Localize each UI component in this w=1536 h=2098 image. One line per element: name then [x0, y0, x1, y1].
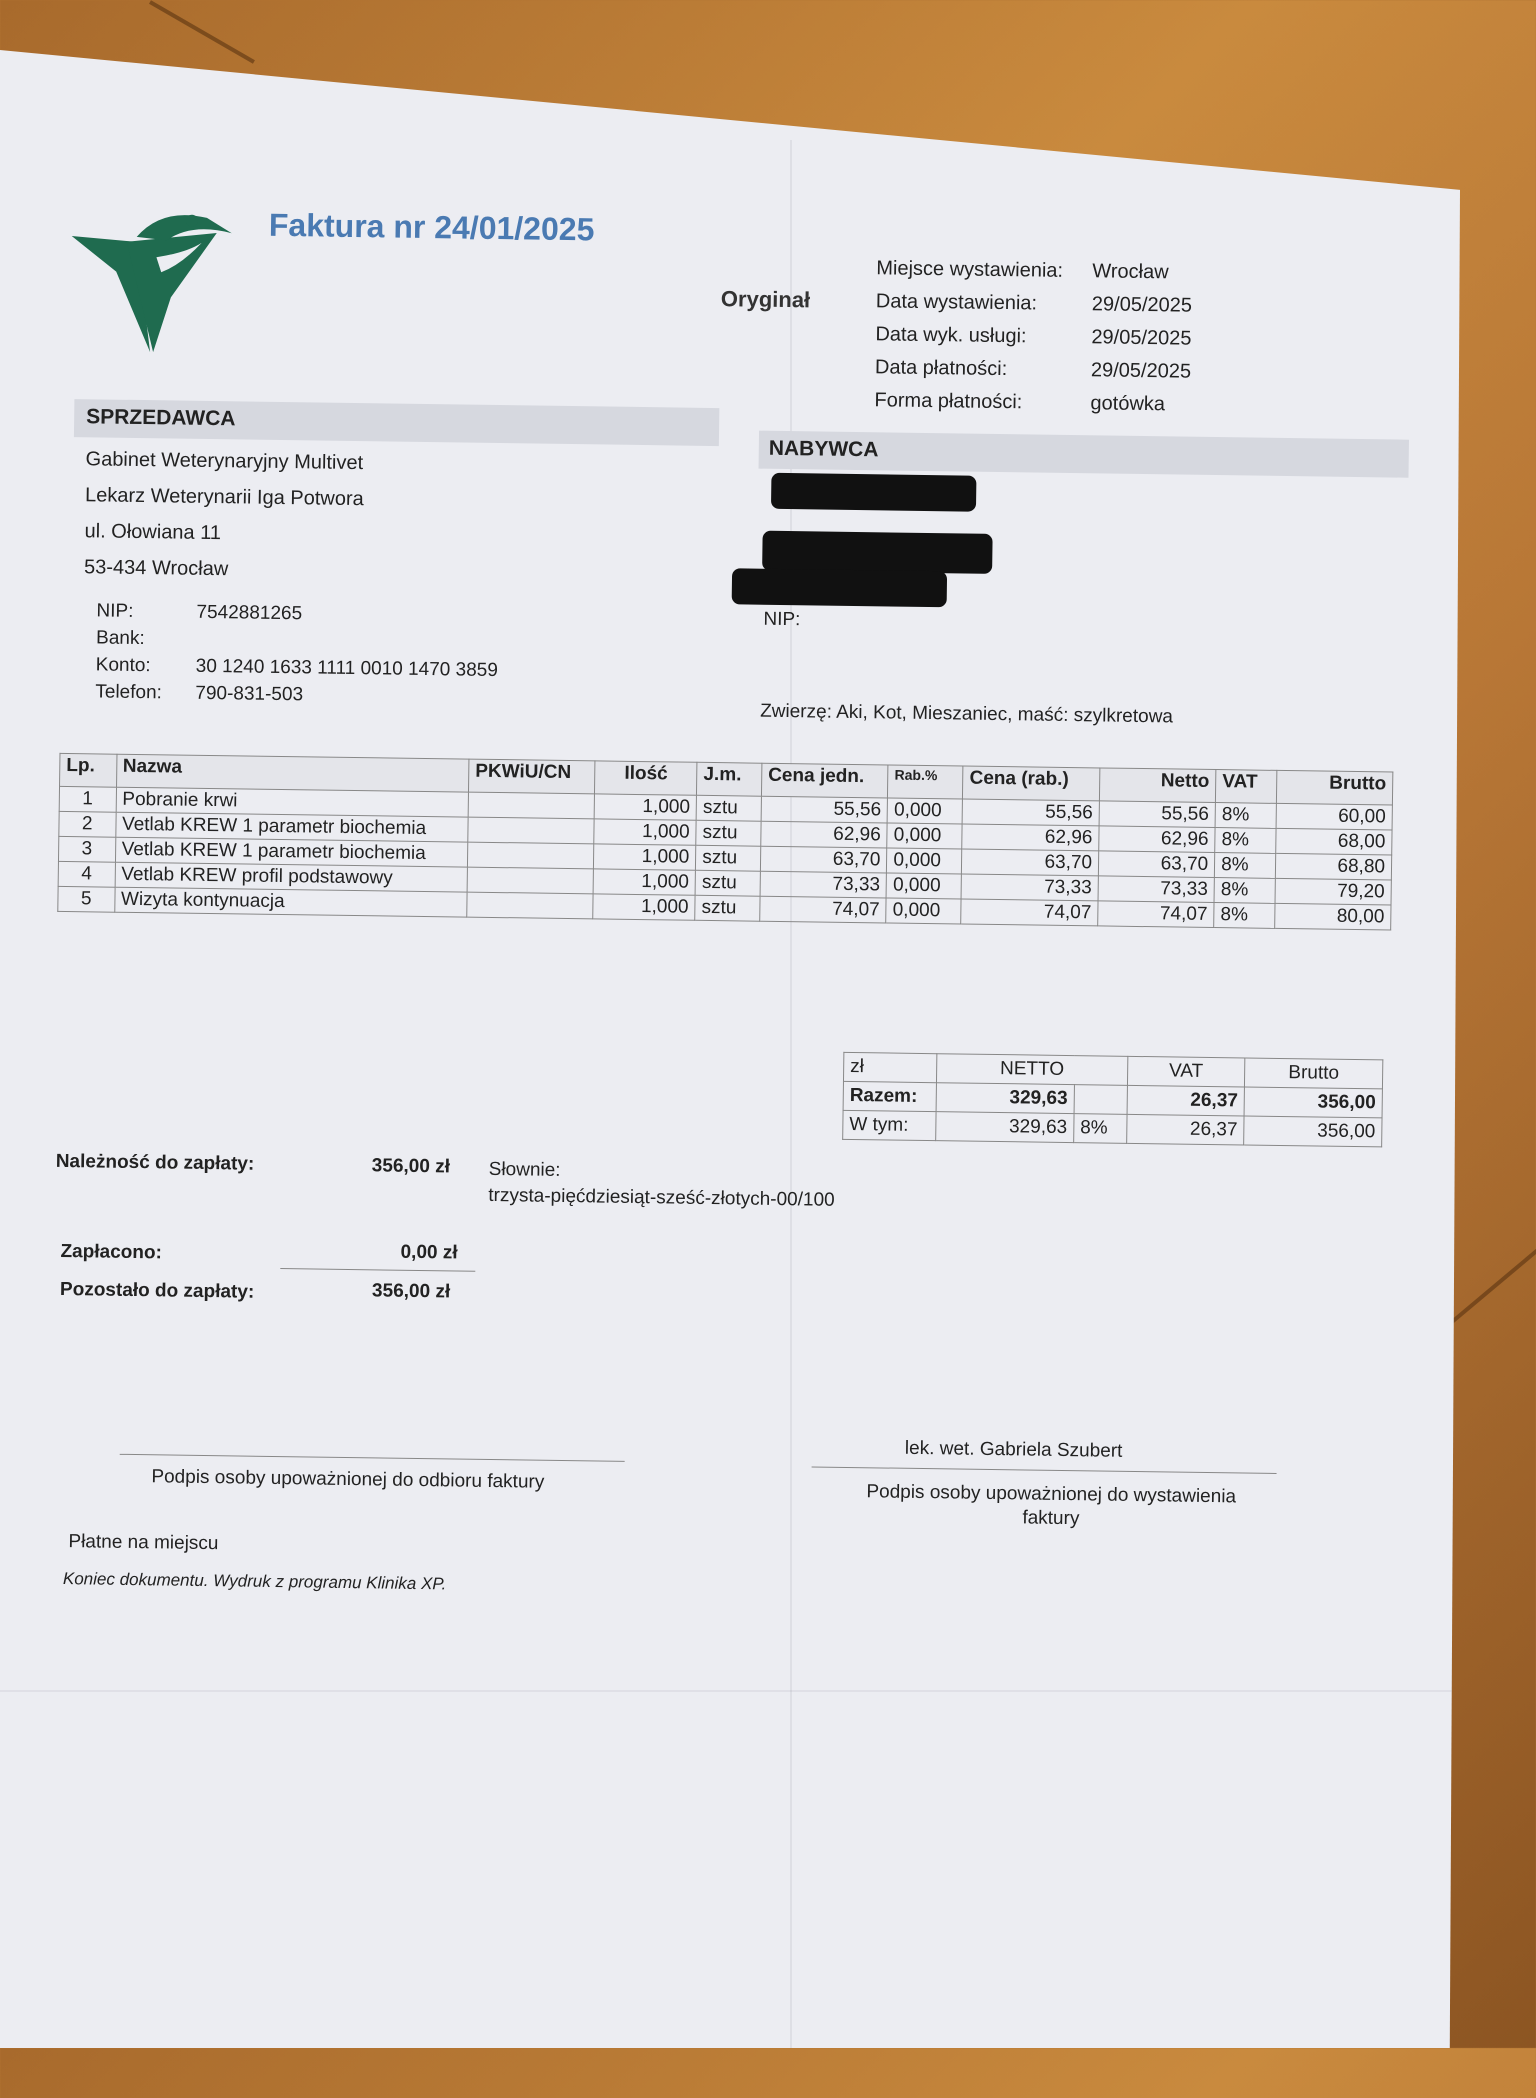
cell-name: Pobranie krwi [116, 787, 469, 817]
cell-gross: 68,00 [1275, 828, 1392, 855]
seller-street: ul. Ołowiana 11 [84, 513, 363, 553]
totals-sum-gross: 356,00 [1244, 1087, 1382, 1118]
seller-account: 30 1240 1633 1111 0010 1470 3859 [196, 653, 499, 684]
col-vat: VAT [1216, 770, 1277, 804]
col-price: Cena jedn. [761, 763, 888, 798]
remaining-label: Pozostało do zapłaty: [60, 1279, 255, 1304]
cell-qty: 1,000 [594, 844, 696, 870]
meta-value: 29/05/2025 [1092, 288, 1193, 322]
cell-pkwiu [467, 867, 594, 894]
meta-payment-date [875, 351, 1192, 388]
meta-issue-date [876, 285, 1193, 322]
totals-net-header: NETTO [936, 1054, 1127, 1086]
meta-value: 29/05/2025 [1091, 354, 1192, 388]
cell-price-discounted: 63,70 [962, 849, 1099, 876]
meta-label: Data wystawienia: [876, 285, 1092, 321]
col-price-discounted: Cena (rab.) [963, 766, 1100, 801]
cell-name: Vetlab KREW 1 parametr biochemia [115, 837, 468, 867]
cell-price: 73,33 [760, 871, 887, 898]
totals-incl-rate: 8% [1073, 1114, 1126, 1144]
totals-sum-net: 329,63 [936, 1083, 1074, 1114]
buyer-nip-label: NIP: [763, 609, 800, 632]
cell-unit: sztu [695, 895, 760, 921]
cell-price: 62,96 [761, 821, 888, 848]
totals-sum-rate-empty [1074, 1085, 1127, 1115]
cell-gross: 68,80 [1275, 853, 1392, 880]
issuer-signature-line [812, 1466, 1277, 1473]
col-name: Nazwa [116, 754, 469, 792]
invoice-title: Faktura nr 24/01/2025 [269, 207, 595, 249]
cell-price-discounted: 73,33 [961, 874, 1098, 901]
cell-vat: 8% [1215, 803, 1276, 829]
account-label: Konto: [96, 651, 196, 679]
copy-label: Oryginał [721, 286, 811, 313]
cell-pkwiu [467, 892, 594, 919]
cell-discount: 0,000 [886, 898, 961, 924]
buyer-heading: NABYWCA [769, 437, 879, 463]
col-unit: J.m. [697, 762, 762, 796]
invoice-meta [874, 252, 1192, 421]
redaction-mark [771, 473, 976, 512]
cell-name: Vetlab KREW profil podstawowy [115, 862, 468, 892]
paid-label: Zapłacono: [60, 1241, 162, 1264]
cell-price-discounted: 55,56 [962, 799, 1099, 826]
cell-lp: 4 [58, 861, 115, 887]
meta-payment-method [874, 384, 1191, 421]
cell-vat: 8% [1215, 853, 1276, 879]
totals-incl-vat: 26,37 [1126, 1114, 1244, 1145]
cell-price: 74,07 [760, 896, 887, 923]
col-gross: Brutto [1276, 770, 1393, 805]
cell-vat: 8% [1214, 903, 1275, 929]
nip-label: NIP: [96, 597, 196, 625]
cell-lp: 2 [59, 811, 116, 837]
totals-incl-label: W tym: [843, 1110, 936, 1140]
cell-unit: sztu [695, 870, 760, 896]
amount-due-label: Należność do zapłaty: [56, 1151, 255, 1176]
cell-unit: sztu [696, 845, 761, 871]
col-net: Netto [1099, 768, 1216, 803]
col-lp: Lp. [60, 753, 117, 787]
bank-label: Bank: [96, 624, 196, 652]
cell-pkwiu [467, 842, 594, 869]
cell-net: 73,33 [1098, 876, 1214, 903]
cell-price-discounted: 74,07 [961, 899, 1098, 926]
issuer-name: lek. wet. Gabriela Szubert [905, 1438, 1123, 1463]
receiver-signature-line [120, 1454, 625, 1462]
col-discount: Rab.% [888, 765, 963, 799]
seller-phone: 790-831-503 [195, 680, 303, 709]
totals-sum-label: Razem: [843, 1081, 936, 1111]
meta-label: Forma płatności: [874, 384, 1090, 420]
cell-net: 62,96 [1099, 826, 1215, 853]
meta-service-date [875, 318, 1192, 355]
amount-due: 356,00 zł [372, 1155, 450, 1178]
cell-lp: 3 [58, 836, 115, 862]
animal-info: Zwierzę: Aki, Kot, Mieszaniec, maść: szylkretowa [760, 701, 1173, 729]
seller-name: Gabinet Weterynaryjny Multivet [85, 441, 364, 481]
phone-label: Telefon: [95, 678, 195, 706]
totals-sum-vat: 26,37 [1127, 1085, 1245, 1116]
totals-gross-header: Brutto [1245, 1058, 1383, 1089]
col-qty: Ilość [595, 761, 697, 795]
seller-nip: 7542881265 [196, 599, 302, 627]
cell-vat: 8% [1215, 828, 1276, 854]
in-words: trzysta-pięćdziesiąt-sześć-złotych-00/100 [488, 1185, 835, 1212]
seller-ids [95, 597, 499, 711]
meta-value: gotówka [1090, 387, 1165, 421]
seller-heading: SPRZEDAWCA [86, 405, 236, 431]
cell-pkwiu [468, 817, 595, 844]
cell-pkwiu [468, 792, 595, 819]
in-words-label: Słownie: [489, 1159, 561, 1182]
meta-place [876, 252, 1193, 289]
seller-city: 53-434 Wrocław [84, 549, 363, 589]
cell-gross: 79,20 [1275, 878, 1392, 905]
cell-gross: 80,00 [1274, 903, 1391, 930]
meta-value: 29/05/2025 [1091, 321, 1192, 355]
issuer-signature-caption: Podpis osoby upoważnionej do wystawienia faktury [841, 1480, 1262, 1534]
cell-discount: 0,000 [887, 823, 962, 849]
cell-name: Vetlab KREW 1 parametr biochemia [115, 812, 468, 842]
cell-net: 74,07 [1098, 901, 1214, 928]
totals-currency: zł [843, 1052, 936, 1082]
items-table [57, 753, 1393, 931]
totals-incl-row [843, 1110, 1382, 1147]
cell-vat: 8% [1214, 878, 1275, 904]
meta-label: Data płatności: [875, 351, 1091, 387]
cell-gross: 60,00 [1276, 803, 1393, 830]
clinic-logo-icon [65, 201, 237, 358]
payment-note: Płatne na miejscu [68, 1531, 218, 1555]
meta-value: Wrocław [1092, 255, 1169, 289]
cell-qty: 1,000 [593, 894, 695, 920]
totals-incl-gross: 356,00 [1244, 1116, 1382, 1147]
cell-discount: 0,000 [887, 848, 962, 874]
meta-label: Data wyk. usługi: [875, 318, 1091, 354]
meta-label: Miejsce wystawienia: [876, 252, 1092, 288]
totals-vat-header: VAT [1127, 1056, 1245, 1087]
cell-unit: sztu [696, 820, 761, 846]
seller-person: Lekarz Weterynarii Iga Potwora [85, 477, 364, 517]
redaction-mark [732, 568, 947, 607]
cell-price: 63,70 [760, 846, 887, 873]
cell-price-discounted: 62,96 [962, 824, 1099, 851]
paid-underline [280, 1268, 475, 1272]
cell-lp: 5 [58, 886, 115, 912]
remaining-amount: 356,00 zł [372, 1280, 450, 1303]
cell-net: 55,56 [1099, 801, 1215, 828]
cell-lp: 1 [59, 786, 116, 812]
paid-amount: 0,00 zł [400, 1242, 457, 1265]
cell-qty: 1,000 [595, 794, 697, 820]
cell-discount: 0,000 [886, 873, 961, 899]
cell-qty: 1,000 [594, 819, 696, 845]
totals-table [842, 1052, 1383, 1148]
receiver-signature-caption: Podpis osoby upoważnionej do odbioru faktury [151, 1466, 544, 1493]
cell-name: Wizyta kontynuacja [114, 887, 467, 917]
col-pkwiu: PKWiU/CN [469, 759, 596, 794]
seller-address [84, 441, 365, 589]
totals-incl-net: 329,63 [936, 1112, 1074, 1143]
cell-qty: 1,000 [594, 869, 696, 895]
cell-price: 55,56 [761, 796, 888, 823]
document-end-note: Koniec dokumentu. Wydruk z programu Klinika XP. [63, 1569, 447, 1594]
cell-net: 63,70 [1098, 851, 1214, 878]
cell-discount: 0,000 [887, 798, 962, 824]
seller-phone-row [95, 678, 498, 711]
cell-unit: sztu [696, 795, 761, 821]
redaction-mark [762, 531, 993, 574]
